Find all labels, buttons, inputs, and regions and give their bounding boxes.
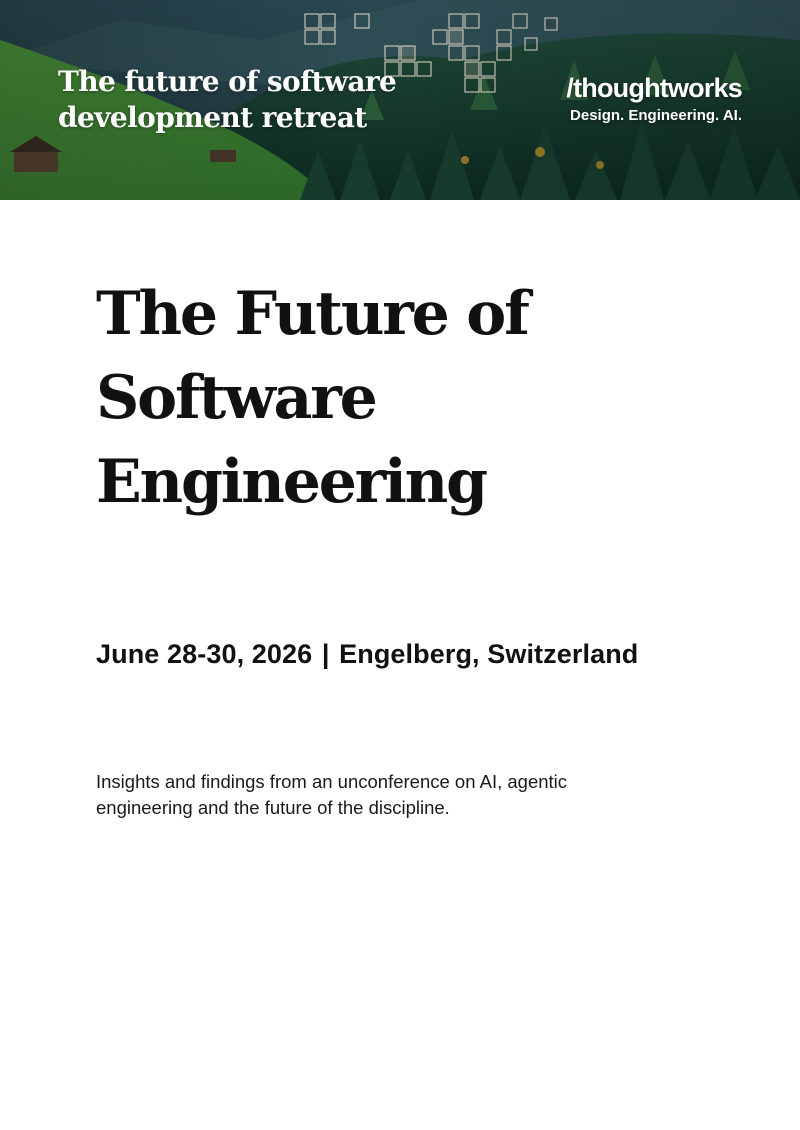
event-location: Engelberg, Switzerland [339, 639, 639, 669]
thoughtworks-logo: /thoughtworks [566, 73, 742, 103]
document-summary: Insights and findings from an unconference on AI, agentic engineering and the future of the discipline. [96, 771, 568, 818]
separator: | [321, 639, 330, 669]
retreat-title-line-1: The future of software [58, 65, 397, 98]
event-date-location [96, 636, 638, 672]
thoughtworks-brand [566, 72, 742, 126]
document-title-line-1: The Future of [96, 279, 528, 349]
document-title-line-3: Engineering [96, 447, 486, 517]
retreat-title-line-2: development retreat [58, 101, 367, 134]
event-dates: June 28-30, 2026 [96, 639, 313, 669]
header-banner [0, 0, 800, 200]
document-title [96, 272, 528, 524]
brand-tagline: Design. Engineering. AI. [570, 107, 742, 124]
retreat-title [58, 64, 396, 136]
document-title-line-2: Software [96, 363, 376, 433]
